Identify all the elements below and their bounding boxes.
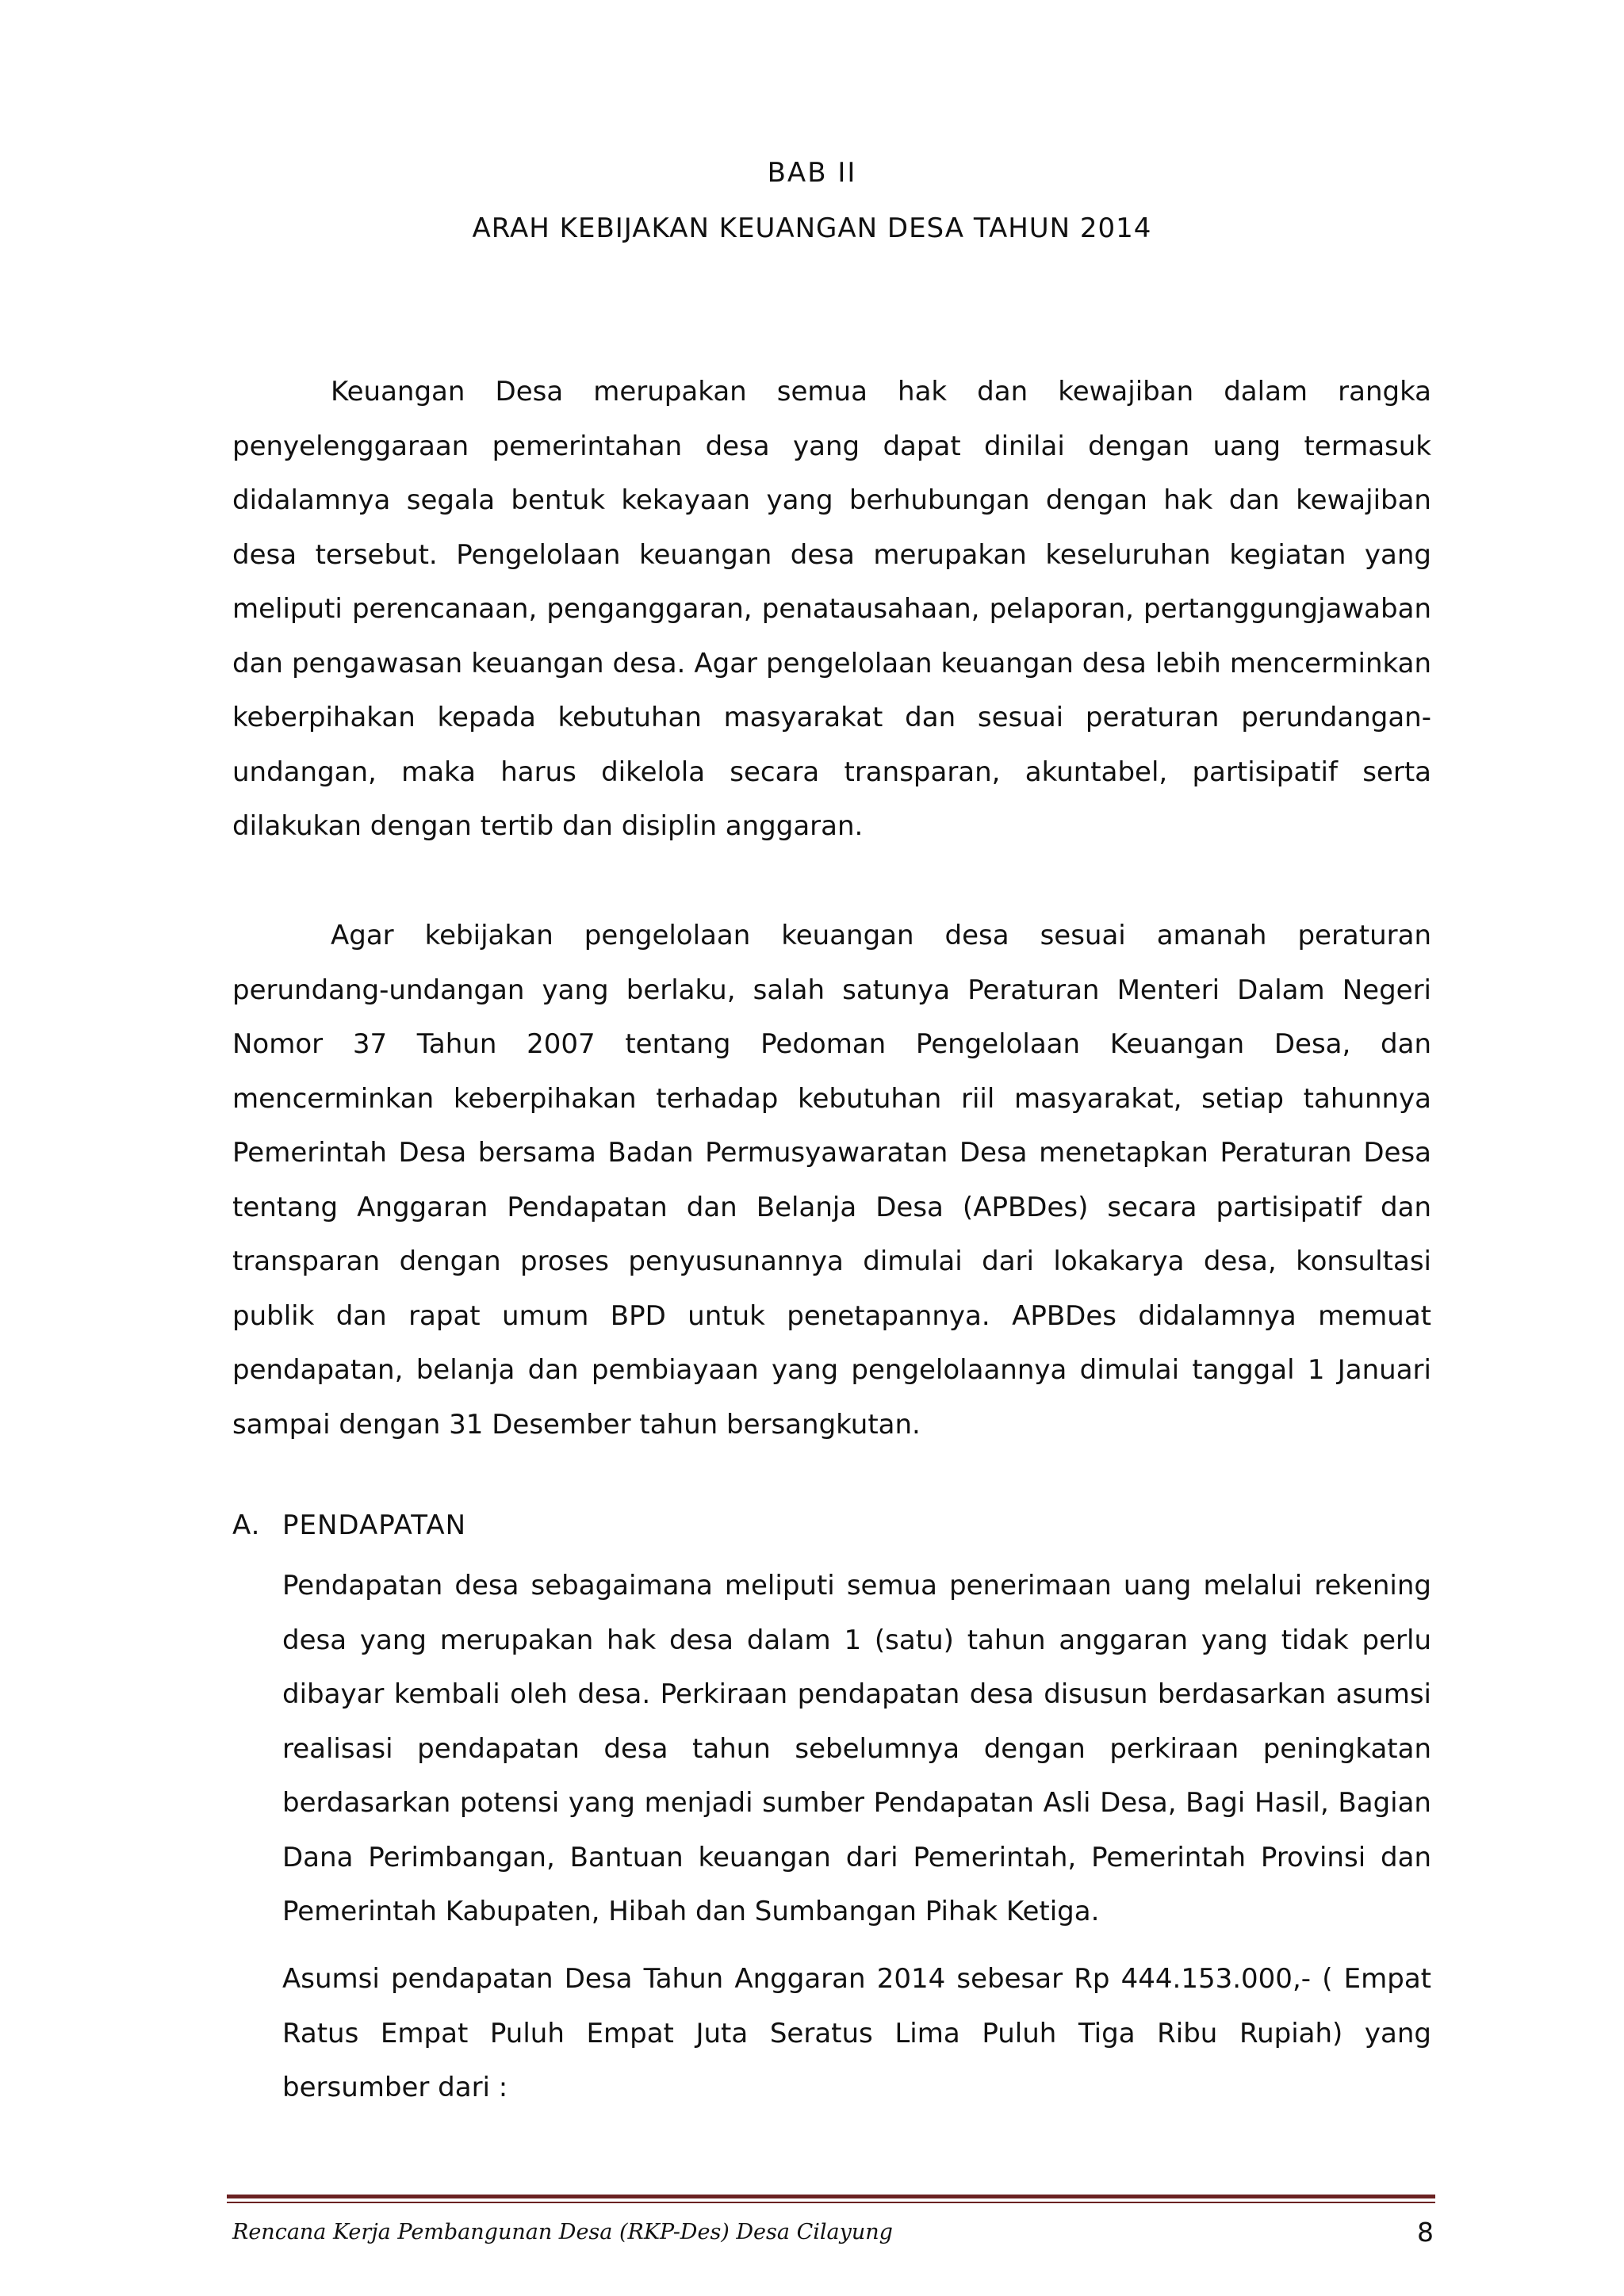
footer-divider	[227, 2195, 1435, 2198]
footer-divider-thin	[227, 2202, 1435, 2203]
footer-document-title: Rencana Kerja Pembangunan Desa (RKP-Des) Desa Cilayung	[232, 2220, 893, 2244]
chapter-number: BAB II	[767, 157, 857, 189]
section-heading	[232, 1510, 466, 1541]
body-paragraph: Keuangan Desa merupakan semua hak dan kewajiban dalam rangka penyelenggaraan pemerintahan desa yang dapat dinilai dengan uang termasuk didalamnya segala bentuk kekayaan yang berhubungan dengan hak dan kewajiban desa tersebut. Pengelolaan keuangan desa merupakan keseluruhan kegiatan yang meliputi perencanaan, penganggaran, penatausahaan, pelaporan, pertanggungjawaban dan pengawasan keuangan desa. Agar pengelolaan keuangan desa lebih mencerminkan keberpihakan kepada kebutuhan masyarakat dan sesuai peraturan perundangan-undangan, maka harus dikelola secara transparan, akuntabel, partisipatif serta dilakukan dengan tertib dan disiplin anggaran.	[232, 376, 1431, 842]
section-paragraph: Asumsi pendapatan Desa Tahun Anggaran 2014 sebesar Rp 444.153.000,- ( Empat Ratus Empat Puluh Empat Juta Seratus Lima Puluh Tiga Ribu Rupiah) yang bersumber dari :	[282, 1963, 1431, 2103]
page-number: 8	[1417, 2217, 1434, 2248]
section-title: PENDAPATAN	[282, 1510, 467, 1541]
chapter-title: ARAH KEBIJAKAN KEUANGAN DESA TAHUN 2014	[472, 212, 1152, 244]
body-paragraph: Agar kebijakan pengelolaan keuangan desa sesuai amanah peraturan perundang-undangan yang berlaku, salah satunya Peraturan Menteri Dalam Negeri Nomor 37 Tahun 2007 tentang Pedoman Pengelolaan Keuangan Desa, dan mencerminkan keberpihakan terhadap kebutuhan riil masyarakat, setiap tahunnya Pemerintah Desa bersama Badan Permusyawaratan Desa menetapkan Peraturan Desa tentang Anggaran Pendapatan dan Belanja Desa (APBDes) secara partisipatif dan transparan dengan proses penyusunannya dimulai dari lokakarya desa, konsultasi publik dan rapat umum BPD untuk penetapannya. APBDes didalamnya memuat pendapatan, belanja dan pembiayaan yang pengelolaannya dimulai tanggal 1 Januari sampai dengan 31 Desember tahun bersangkutan.	[232, 920, 1431, 1441]
section-paragraph: Pendapatan desa sebagaimana meliputi semua penerimaan uang melalui rekening desa yang merupakan hak desa dalam 1 (satu) tahun anggaran yang tidak perlu dibayar kembali oleh desa. Perkiraan pendapatan desa disusun berdasarkan asumsi realisasi pendapatan desa tahun sebelumnya dengan perkiraan peningkatan berdasarkan potensi yang menjadi sumber Pendapatan Asli Desa, Bagi Hasil, Bagian Dana Perimbangan, Bantuan keuangan dari Pemerintah, Pemerintah Provinsi dan Pemerintah Kabupaten, Hibah dan Sumbangan Pihak Ketiga.	[282, 1570, 1431, 1927]
section-letter: A.	[232, 1510, 261, 1541]
